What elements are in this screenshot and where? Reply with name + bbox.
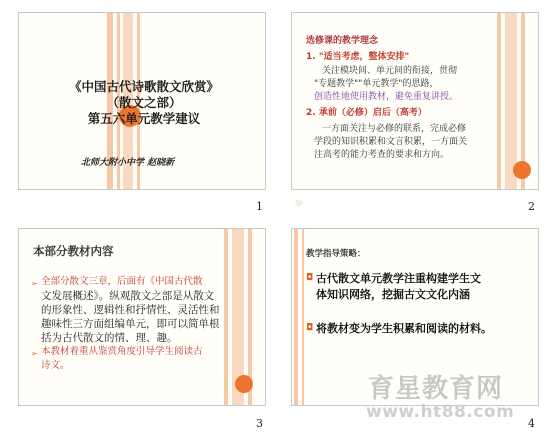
item-2-body: 学段的知识积累和文言积累，一方面关 bbox=[314, 137, 468, 147]
item-2-label: 2. 承前（必修）启后（高考） bbox=[306, 108, 427, 118]
bullet-icon: ◘ bbox=[306, 323, 314, 333]
item-2-body: 一方面关注与必修的联系，完成必修 bbox=[322, 124, 467, 134]
slide-1[interactable] bbox=[18, 12, 266, 190]
item-1-body: 关注模块间、单元间的衔接，贯彻 bbox=[322, 66, 458, 76]
slide-number: 4 bbox=[528, 417, 535, 430]
bullet-icon: ◘ bbox=[306, 273, 314, 283]
author: 北师大附小中学 赵晓新 bbox=[81, 158, 175, 168]
slide-heading: 教学指导策略： bbox=[306, 249, 366, 259]
paragraph: 全部分散文三章，后面有《中国古代散 bbox=[41, 276, 203, 287]
slide-heading: 本部分教材内容 bbox=[33, 244, 114, 258]
item-1-label: 1. "适当考虑，整体安排" bbox=[306, 52, 410, 62]
item-1-body: "专题教学""单元教学"的思路， bbox=[314, 79, 439, 89]
slide-number: 2 bbox=[528, 200, 535, 213]
paragraph: 括为古代散文的情、理、趣。 bbox=[41, 332, 178, 344]
paragraph: 将教材变为学生积累和阅读的材料。 bbox=[316, 322, 492, 335]
picture-icon: ☼ bbox=[294, 197, 304, 210]
bullet-icon: ➢ bbox=[31, 279, 38, 288]
item-1-body: 创造性地使用教材，避免重复讲授。 bbox=[314, 92, 459, 102]
slide-subtitle: （散文之部） bbox=[106, 95, 182, 110]
slide-3[interactable] bbox=[18, 228, 266, 406]
item-2-body: 注高考的能力考查的要求和方向。 bbox=[314, 150, 450, 160]
paragraph: 古代散文单元教学注重构建学生文 bbox=[316, 272, 481, 285]
paragraph: 的形象性、逻辑性和抒情性、灵活性和 bbox=[41, 304, 220, 316]
paragraph: 本教材着重从鉴赏角度引导学生阅读古 bbox=[41, 346, 203, 357]
watermark-brand: 育星教育网 bbox=[368, 374, 504, 404]
slide-2[interactable] bbox=[291, 12, 539, 190]
paragraph: 体知识网络，挖掘古文文化内涵 bbox=[316, 288, 470, 301]
bullet-icon: ➢ bbox=[31, 349, 38, 358]
decor-dot bbox=[235, 375, 253, 393]
decor-dot bbox=[513, 161, 531, 179]
slide-title: 《中国古代诗歌散文欣赏》 bbox=[68, 79, 219, 94]
paragraph: 文发展概述》。纵观散文之部是从散文 bbox=[41, 290, 215, 302]
slide-number: 1 bbox=[256, 200, 263, 213]
paragraph: 趣味性三方面组编单元，即可以简单根 bbox=[41, 318, 220, 330]
paragraph: 诗文。 bbox=[41, 360, 70, 371]
watermark-url: www.ht88.com bbox=[366, 402, 515, 422]
slide-heading: 选修课的教学理念 bbox=[306, 36, 379, 46]
slide-title-line3: 第五六单元教学建议 bbox=[87, 111, 201, 126]
slide-number: 3 bbox=[256, 417, 263, 430]
